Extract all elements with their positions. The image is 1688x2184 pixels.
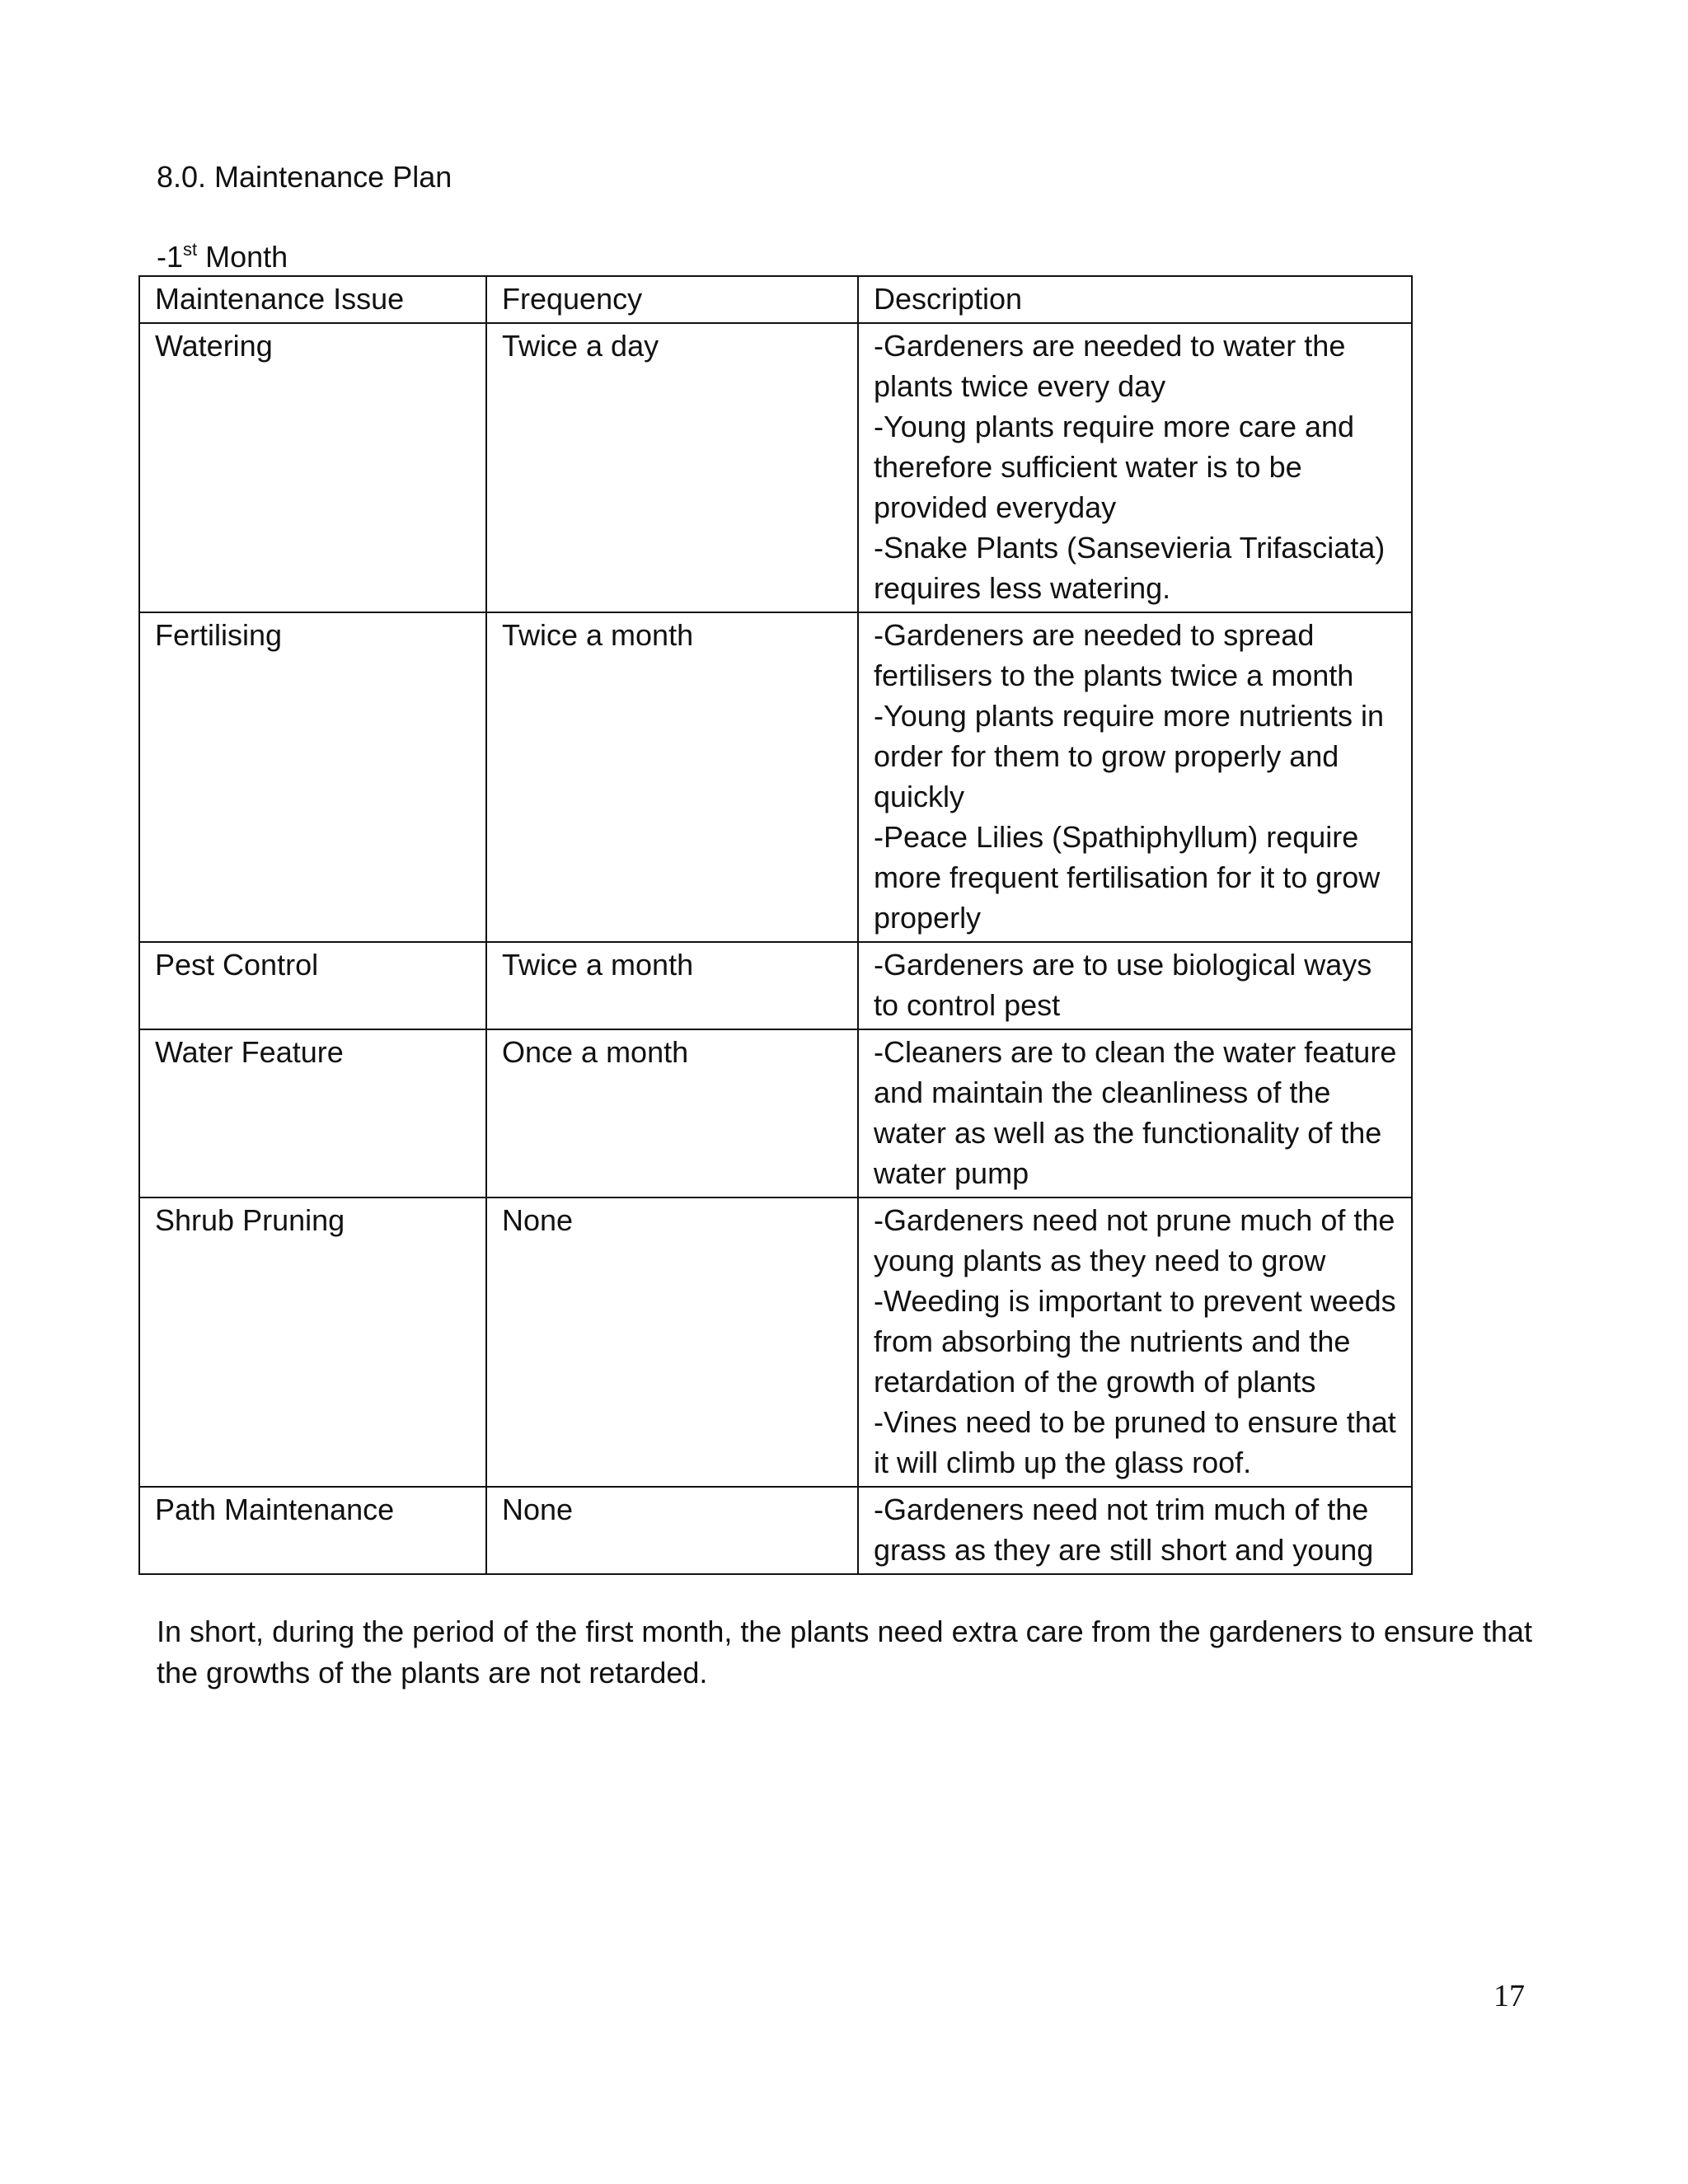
cell-frequency: None: [486, 1197, 858, 1487]
description-line: -Gardeners need not trim much of the grass as they are still short and young: [874, 1493, 1374, 1567]
page-number: 17: [1493, 1979, 1525, 2013]
cell-frequency: None: [486, 1487, 858, 1574]
description-line: -Gardeners are needed to spread fertilisers to the plants twice a month: [874, 618, 1354, 692]
description-line: -Gardeners need not prune much of the young plants as they need to grow: [874, 1203, 1395, 1277]
header-description: Description: [858, 276, 1412, 323]
cell-maintenance-issue: Fertilising: [139, 612, 486, 942]
period-subheading: [157, 239, 288, 275]
description-line: -Gardeners are to use biological ways to control pest: [874, 948, 1372, 1022]
cell-maintenance-issue: Water Feature: [139, 1029, 486, 1197]
description-line: -Vines need to be pruned to ensure that it will climb up the glass roof.: [874, 1405, 1396, 1479]
description-line: -Peace Lilies (Spathiphyllum) require more frequent fertilisation for it to grow properly: [874, 820, 1381, 935]
maintenance-table: [138, 275, 1413, 1575]
cell-description: [858, 612, 1412, 942]
cell-frequency: Twice a month: [486, 942, 858, 1029]
period-superscript: st: [183, 239, 198, 260]
table-row: [139, 1487, 1412, 1574]
cell-description: [858, 323, 1412, 612]
period-suffix: Month: [197, 240, 288, 274]
cell-frequency: Once a month: [486, 1029, 858, 1197]
table-row: [139, 1029, 1412, 1197]
cell-description: [858, 1029, 1412, 1197]
table-header-row: [139, 276, 1412, 323]
description-line: -Young plants require more nutrients in order for them to grow properly and quickly: [874, 699, 1385, 813]
table-row: [139, 1197, 1412, 1487]
cell-maintenance-issue: Path Maintenance: [139, 1487, 486, 1574]
cell-maintenance-issue: Pest Control: [139, 942, 486, 1029]
table-row: [139, 612, 1412, 942]
table-row: [139, 942, 1412, 1029]
cell-description: [858, 942, 1412, 1029]
cell-frequency: Twice a month: [486, 612, 858, 942]
table-row: [139, 323, 1412, 612]
description-line: -Cleaners are to clean the water feature and maintain the cleanliness of the water as well as the functionality of the water pump: [874, 1035, 1397, 1190]
cell-maintenance-issue: Shrub Pruning: [139, 1197, 486, 1487]
header-maintenance-issue: Maintenance Issue: [139, 276, 486, 323]
description-line: -Weeding is important to prevent weeds from absorbing the nutrients and the retardation of the growth of plants: [874, 1284, 1396, 1399]
description-line: -Gardeners are needed to water the plants twice every day: [874, 329, 1346, 403]
cell-description: [858, 1487, 1412, 1574]
cell-maintenance-issue: Watering: [139, 323, 486, 612]
cell-description: [858, 1197, 1412, 1487]
summary-paragraph: In short, during the period of the first month, the plants need extra care from the gardeners to ensure that the growths of the plants are not retarded.: [157, 1615, 1532, 1690]
description-line: -Young plants require more care and therefore sufficient water is to be provided everyday: [874, 410, 1355, 524]
section-heading: 8.0. Maintenance Plan: [157, 160, 452, 194]
header-frequency: Frequency: [486, 276, 858, 323]
period-prefix: -1: [157, 240, 184, 274]
description-line: -Snake Plants (Sansevieria Trifasciata) requires less watering.: [874, 531, 1386, 605]
cell-frequency: Twice a day: [486, 323, 858, 612]
